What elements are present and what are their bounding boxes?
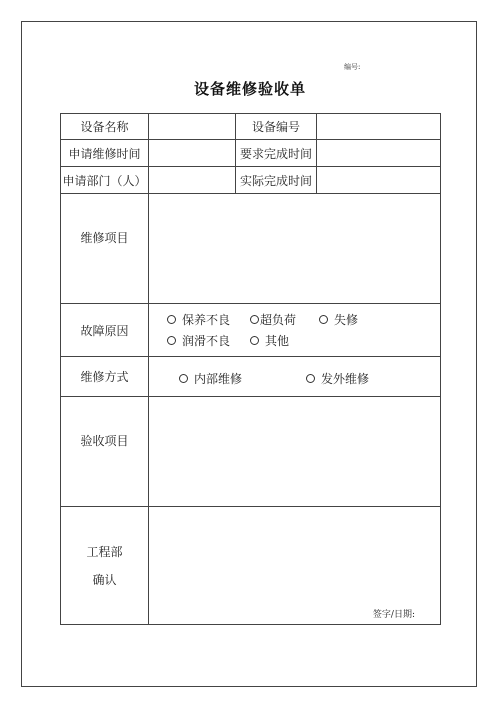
fault-option-poor-lubrication[interactable]: [167, 332, 230, 349]
fault-cause-label: 故障原因: [61, 304, 149, 357]
fault-option-other[interactable]: [250, 332, 289, 349]
equipment-name-field[interactable]: [149, 114, 236, 140]
fault-option-disrepair[interactable]: [319, 311, 358, 328]
required-time-field[interactable]: [317, 140, 441, 167]
repair-items-field[interactable]: [149, 194, 441, 304]
option-label: 保养不良: [182, 313, 231, 327]
fault-option-poor-maintenance[interactable]: [167, 311, 230, 328]
confirm-text: 确认: [92, 572, 117, 587]
apply-time-label: 申请维修时间: [61, 140, 149, 167]
actual-time-label: 实际完成时间: [236, 167, 317, 194]
radio-circle-icon: [250, 336, 259, 345]
option-label: 润滑不良: [182, 334, 231, 348]
equipment-no-label: 设备编号: [236, 114, 317, 140]
fault-option-overload[interactable]: [250, 311, 296, 328]
repair-items-label: 维修项目: [61, 194, 149, 304]
engineering-confirm-label: [61, 507, 149, 625]
equipment-name-label: 设备名称: [61, 114, 149, 140]
option-label: 超负荷: [260, 313, 297, 327]
radio-circle-icon: [306, 374, 315, 383]
radio-circle-icon: [167, 336, 176, 345]
actual-time-field[interactable]: [317, 167, 441, 194]
option-label: 发外维修: [321, 371, 370, 386]
apply-time-field[interactable]: [149, 140, 236, 167]
equipment-no-field[interactable]: [317, 114, 441, 140]
repair-method-label: 维修方式: [61, 357, 149, 397]
method-option-internal[interactable]: [179, 370, 242, 387]
document-number-label: 编号:: [344, 63, 361, 71]
option-label: 内部维修: [194, 371, 243, 386]
engineering-dept-text: 工程部: [86, 544, 123, 559]
repair-method-options: [149, 357, 441, 397]
fault-cause-options: [149, 304, 441, 357]
radio-circle-icon: [250, 315, 259, 324]
signature-date-label: 签字/日期:: [372, 610, 415, 620]
option-label: 其他: [265, 334, 290, 348]
apply-dept-field[interactable]: [149, 167, 236, 194]
radio-circle-icon: [319, 315, 328, 324]
method-option-outsourced[interactable]: [306, 370, 369, 387]
engineering-confirm-field[interactable]: [149, 507, 441, 625]
radio-circle-icon: [179, 374, 188, 383]
acceptance-items-label: 验收项目: [61, 397, 149, 507]
acceptance-form-table: [60, 113, 441, 625]
apply-dept-label: 申请部门（人）: [61, 167, 149, 194]
form-title: 设备维修验收单: [193, 80, 306, 98]
option-label: 失修: [334, 313, 359, 327]
required-time-label: 要求完成时间: [236, 140, 317, 167]
radio-circle-icon: [167, 315, 176, 324]
acceptance-items-field[interactable]: [149, 397, 441, 507]
